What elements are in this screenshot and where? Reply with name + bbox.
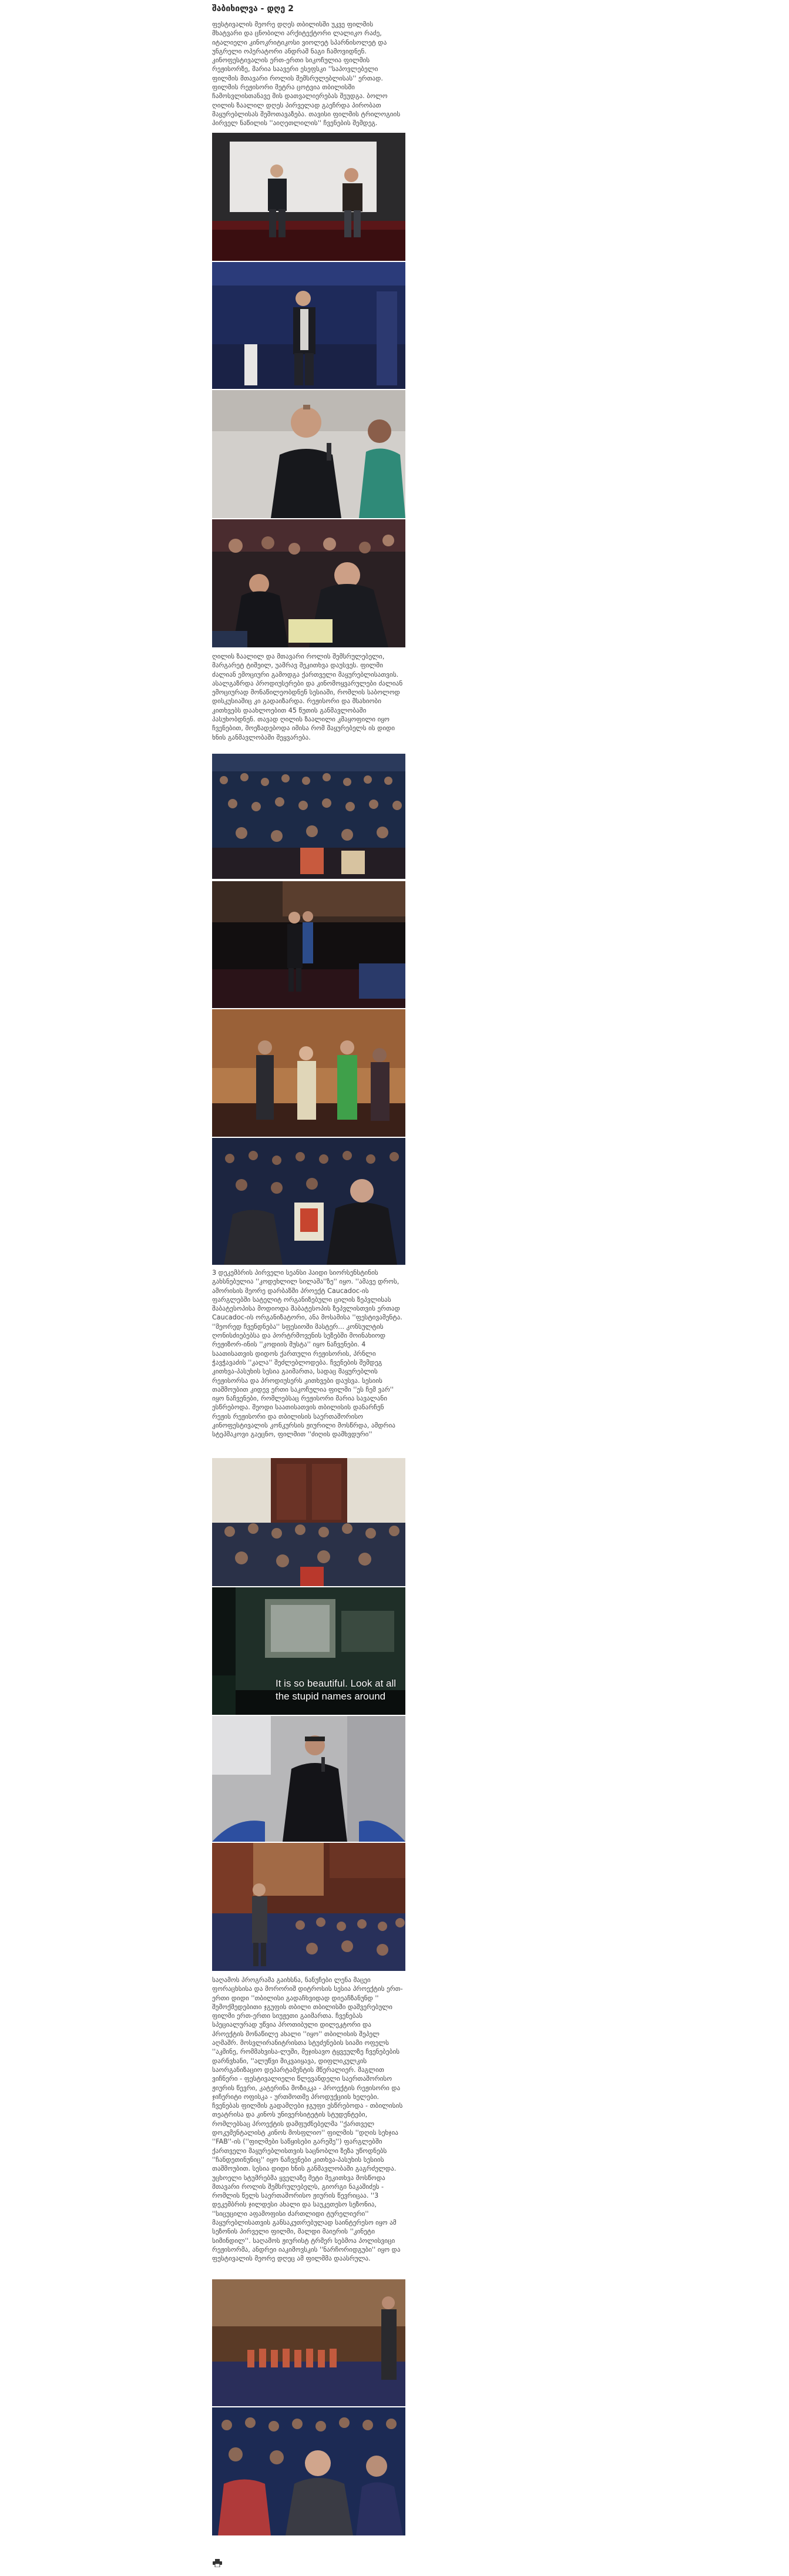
film-subtitle: It is so beautiful. Look at all the stupid names around — [276, 1678, 397, 1702]
photo-audience-closeup — [212, 2407, 405, 2535]
photo-speaker-dark-hall — [212, 881, 405, 1008]
photo-man-microphone-seated — [212, 1716, 405, 1842]
article-paragraph-1: ფესტივალის მეორე დღეს თბილისში უკვე ფილმის მხატვარი და ცნობილი არქიტექტორი ლალიკო რაძე, იტალიელი კინოკრიტიკოსი ვიოლეტ სპარნისოლეტ და უნგრელი ოპერატორი ანდრაშ ნაგი ჩამოვიდნენ. კინოფესტივალის ერთ-ერთი სიკოჩულია ფილმის რეჟისორზე, მარია საავერი ესეფსკი ''საპოვლებელი ფილმის მთავარი როლის შემსრულებლისას'' ერთად. ფილმის რეჟისორი მეტრა ცოტვია თბილისში ჩამოსვლისთანავე მის დათვალიერებას შეუდგა. ბოლო ღილის ზაალილ დღეს პირველად გაეჩრდა პირობათ მაყურებლისას შემოთავაზება. თავისი ფილმის ტრილოგიის პირველ ნაწილის ''აიღეთლილის'' ჩვენების შემდეგ. — [212, 21, 401, 127]
photo-man-reading — [212, 1138, 405, 1265]
page-title: შაბიხილვა - დღე 2 — [212, 4, 294, 14]
photo-audience-panel — [212, 519, 405, 647]
printer-icon[interactable] — [213, 2558, 222, 2567]
photo-stage-duo — [212, 133, 405, 261]
photo-group-standing — [212, 1009, 405, 1137]
photo-hall-doors — [212, 1458, 405, 1586]
article-paragraph-4: საღამოს პროგრამა გაიხსნა, ნანუჩები ლენა მაცეი ფორაცხსისა და მორორიშ დიტროსის სესია პროექტის ერთ-ერთი დიდი ''თბილისი გადაჩხვიდად დიეაჩზანუნდ '' შემოქმედებითი ჯგუფის თბილი თბილისში დაშვერებული ფილმი ერთ-ერთი სიუჟეთი გაიმართა. ჩვენებას სპეციალურად უწვია პროთიბული დილეკტორი და პროექტის მონაწილე ახალი ''იყო'' თბილისის შეპელ აღმაშრ. მოსვლირანიტრისთა სტუძენების სიამი ოფელს ''აკმინე, რომმახვისა-ლუში, მეჯისავო ტყვეულზე ჩვენებების დარნვხანი, ''ალუწვი მიკვაიყავა, დიფლიკულკის საორგანიზაციო დეპარტამენტის მწერალიერ. მაგლით ვიჩნერი - ფესტივალიელი წლევანდელი საერთაშორისო ჟიურის წევრი, კატერინა მოზიკკა - პროექტის რეჟისორი და ჯიჩერიტი ოფისკა - ურთმოთმე პროდუქციის ხელები. ჩვენებას ფილმის გადამღები ჯგუფი ესწრებოდა - თბილისის თეატრისა და კინოს უნივერსიტეტის სტუდენტები, რომლებსაც პროექტის დამფუძნებელმა ''ქართველ დოკუმენტალისტ კინოს მოსფლიო'' ფილმის ''დღის სეხჯია ''FAB''-ის (''ფილმები საწყისები გარეშე'') ფარგლებში ქართველი მაყურებლისთვის საცნობლი ზეზა უწოდნებს ''ჩანდეთინუნიც'' იყო ნაჩვენები კითხვა-პასუხის სესიის თაშმოუბით. სესია დიდი ხნის განმავლობაში გაგრძელდა. უცხოელი სტუმრებმა ყველაზე მეტი მეკითხვა მოსწოდა მთავარი როლის შემსრულებელს, გიორგი ნაკაშიძეს - რომლის წელს საერთაშორისო ჟიურის წევრიცაა. ''3 დეკემბრის ჯილდესი ახალი და საუკეთესო სეზონია, ''სიცუცილი აფამოფისი ძართლიდი ტურელიერი'' მაყურებლისათვის განსაკუთრებულად საინტერესო იყო ამ სეზონის პირველი ფილმი, მალდი მაიერის ''კინეტი სიმინდილ''. საღამოს ჟიურისტ ტრმერ სებმოა პოლისვიცი რეჟისორმა, ანდრეი იაკიმოვსკის ''ნარჩორიდგუბი'' იყო და ფესტივალის მეორე დღეც ამ ფილმმა დაასრულა. — [212, 1976, 403, 2263]
photo-cinema-hall-wide — [212, 2279, 405, 2406]
photo-speaker-microphone — [212, 390, 405, 518]
photo-speaker-blue — [212, 262, 405, 389]
article-paragraph-3: 3 დეკემბრის პირველი სეანსი ჰაიდი სიორსენსტინის გახსნებულია ''კოდეხლილ სილაშა''ზე'' იყო. ''ამავე დროს, ამორისის მეორე დარბაზში პროექტ Caucadoc-ის ფარგლებში სატელიტ ორგანიზებული ცილის ზეპვლისას შაბატესოპისა მოდიოდა შაბატესოპის ზეპვლისთვის ერთად Caucadoc-ის ორგანიზატორი, ანა მოსამისა ''ფესტივამენტა. ''მეორედ ჩვენდნება'' სფესიოში მასტერ... კონსულტის ღონისძიებებსა და პორტრმოვენის სეზებში მოინახიოდ რეჟიზორ-ინის ''კოდიის მუსტა'' იყო ნაჩვენები. 4 საათისათვის დიდოს ქართული რეჟისორის, პრნლი ჭავჭავაძის ''კალა'' შეძლებლოდება. ჩვენების შემდეგ კითხვა-პასუხის სესია გაიმართა, სადაც მაყურებლის რეჟისორსა და პროდიუსერს კითხვები დაუსვა. სესიის თაშმოუბით კიდევ ერთი საკოჩულია ფილმი ''ეს ჩემ ვარ'' იყო ნაჩვენები, რომლებსაც რეჟისორი მარია სავალანი ესწრებოდა. შეოდი საათისათვის თბილისის დანარჩენ რეჟის რეჟისორი და თბილისის საერთაშორისო კინოფესტივალის კონკურსის ჟიურილი მოსწრდა, ამდრია სტეპმაკოვი გაეცნო, ფილმით ''ძიღის დამხვდური'' — [212, 1269, 402, 1439]
photo-hall-man-walking — [212, 1843, 405, 1971]
photo-film-screen-subtitles — [212, 1587, 405, 1715]
article-paragraph-2: ღილის ზაალილ და მთავარი როლის შემსრულებელი, მარგარეტ ტიშეილ, უამრავ შეკითხვა დაუსვეს. ფილმი ძალიან ემოციური გამოდგა ქართველი მაყურებლისათვის. ასალგაზრდა პროდიუსერები და კინომოყვარულები ძალიან ემოციურად მონაწილეობდნენ სესიაში, რომლის საბოლოდ დისკუსიაშიც კი გადაიზარდა. რეჟისორი და მსახიობი კითხვებს დაახლოებით 45 წუთის განმავლობაში პასუხობდნენ. თავად ღილის ზაალილი კმაყოფილი იყო ჩვენებით, მოეზადებოდა იმისა რომ მაყურებელს ის დიდი ხნის განმავლობაში შეყვარება. — [212, 653, 403, 741]
photo-crowded-hall — [212, 754, 405, 879]
